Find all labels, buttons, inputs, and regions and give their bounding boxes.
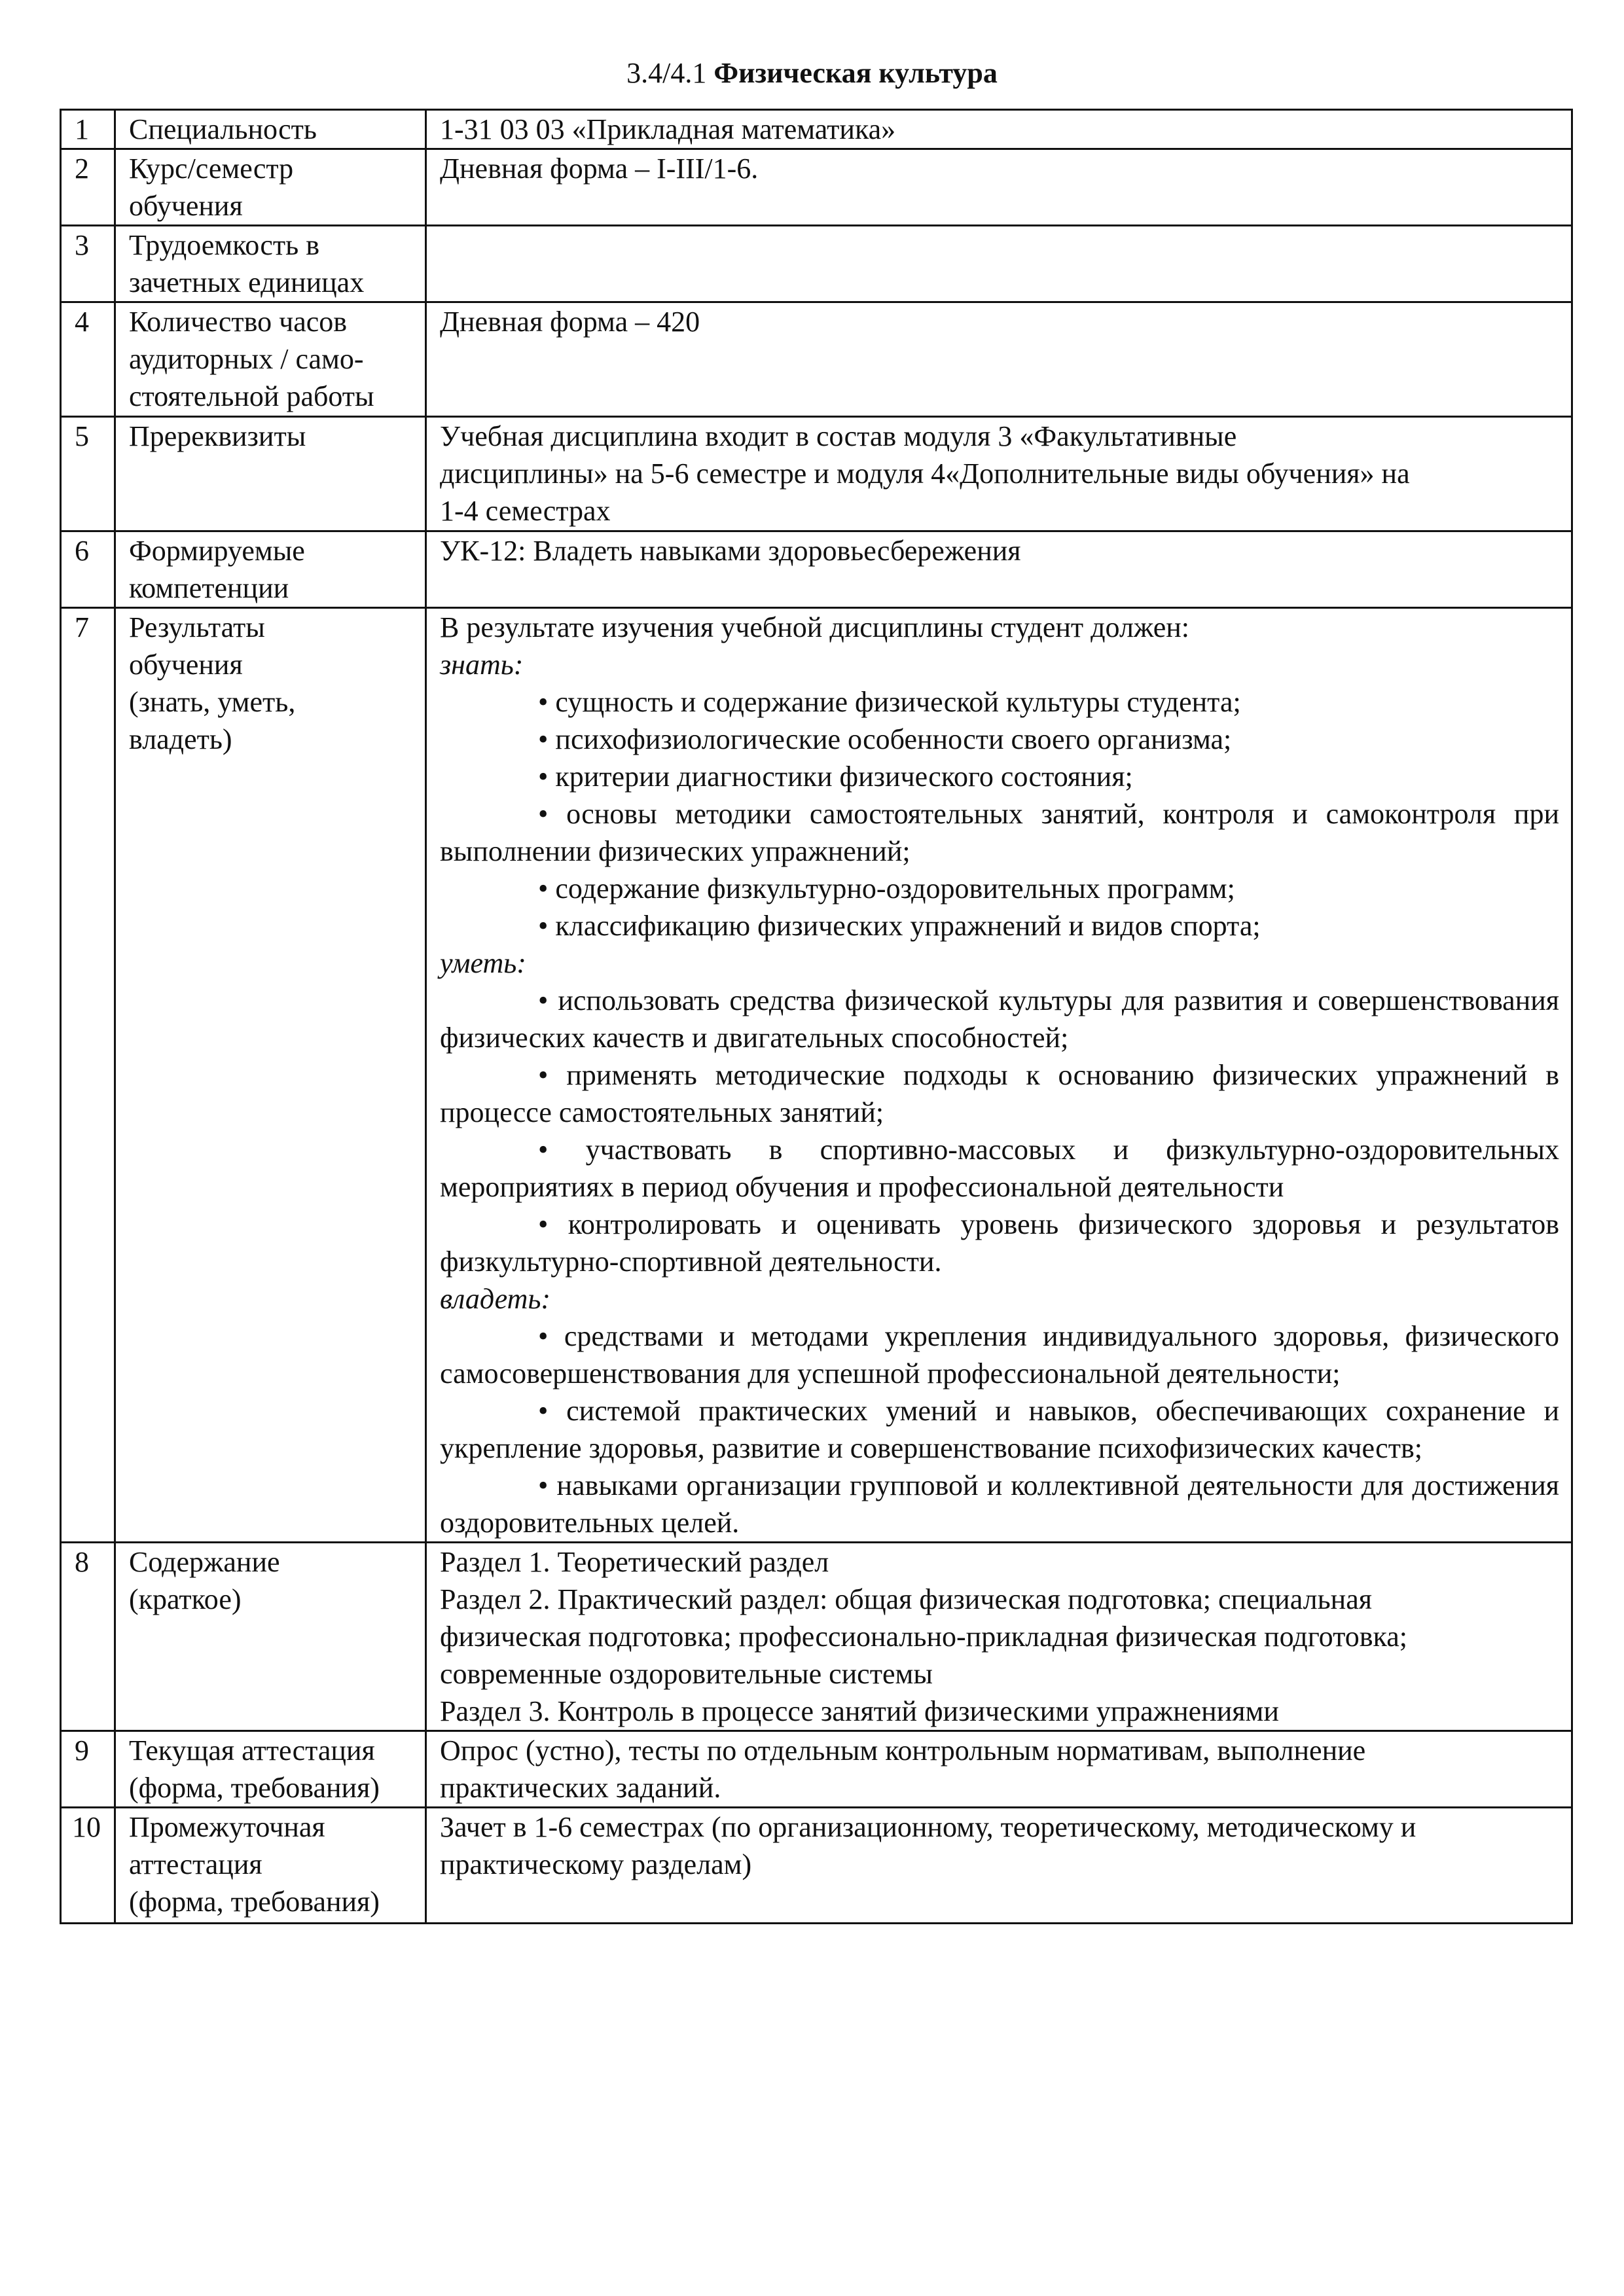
label-line: Результаты xyxy=(129,611,265,643)
row-label xyxy=(115,1543,426,1731)
know-item: • классификацию физических упражнений и видов спорта; xyxy=(538,910,1261,942)
label-line: Формируемые xyxy=(129,535,305,567)
value-line: УК-12: Владеть навыками здоровьесбережения xyxy=(440,535,1021,567)
own-item: • средствами и методами укрепления индивидуального здоровья, физического самосовершенствования для успешной профессиональной деятельности; xyxy=(440,1320,1559,1390)
label-line: стоятельной работы xyxy=(129,380,374,412)
table-row xyxy=(61,531,1572,608)
table-row xyxy=(61,226,1572,302)
label-line: зачетных единицах xyxy=(129,266,365,298)
value-line: 1-4 семестрах xyxy=(440,495,611,527)
table-row xyxy=(61,417,1572,531)
label-line: Курс/семестр xyxy=(129,152,294,185)
row-value xyxy=(426,1731,1572,1808)
can-item: • участвовать в спортивно-массовых и физкультурно-оздоровительных мероприятиях в период обучения и профессиональной деятельности xyxy=(440,1134,1559,1203)
know-heading: знать: xyxy=(440,649,524,681)
label-line: компетенции xyxy=(129,572,289,604)
value-line: Зачет в 1-6 семестрах (по организационному, теоретическому, методическому и xyxy=(440,1811,1416,1843)
row-label xyxy=(115,1808,426,1924)
row-number: 5 xyxy=(61,417,115,531)
row-value xyxy=(426,302,1572,417)
row-label xyxy=(115,531,426,608)
title-main: Физическая культура xyxy=(713,57,998,89)
label-line: обучения xyxy=(129,190,243,222)
row-value xyxy=(426,110,1572,149)
value-line: Учебная дисциплина входит в состав модуля 3 «Факультативные xyxy=(440,420,1237,452)
row-label xyxy=(115,110,426,149)
row-value xyxy=(426,417,1572,531)
learning-outcomes xyxy=(426,608,1572,1543)
value-line: Дневная форма – 420 xyxy=(440,306,700,338)
label-line: аттестация xyxy=(129,1848,262,1880)
row-label xyxy=(115,1731,426,1808)
row-value xyxy=(426,226,1572,302)
row-label xyxy=(115,608,426,1543)
know-item: • психофизиологические особенности своего организма; xyxy=(538,723,1232,755)
own-item: • системой практических умений и навыков, обеспечивающих сохранение и укрепление здоровья, развитие и совершенствование психофизических качеств; xyxy=(440,1395,1559,1464)
row-label xyxy=(115,417,426,531)
row-value xyxy=(426,1808,1572,1924)
can-item: • контролировать и оценивать уровень физического здоровья и результатов физкультурно-спортивной деятельности. xyxy=(440,1208,1559,1278)
outcomes-intro: В результате изучения учебной дисциплины студент должен: xyxy=(440,611,1190,643)
row-value xyxy=(426,531,1572,608)
label-line: (краткое) xyxy=(129,1583,242,1615)
label-line: Специальность xyxy=(129,113,317,145)
row-number: 4 xyxy=(61,302,115,417)
value-line: Раздел 1. Теоретический раздел xyxy=(440,1546,829,1578)
value-line: Раздел 3. Контроль в процессе занятий физическими упражнениями xyxy=(440,1695,1279,1727)
label-line: Пререквизиты xyxy=(129,420,306,452)
label-line: Трудоемкость в xyxy=(129,229,319,261)
label-line: обучения xyxy=(129,649,243,681)
row-value xyxy=(426,149,1572,226)
label-line: Содержание xyxy=(129,1546,280,1578)
label-line: Промежуточная xyxy=(129,1811,325,1843)
know-item: • критерии диагностики физического состояния; xyxy=(538,761,1133,793)
table-row xyxy=(61,1808,1572,1924)
row-number: 2 xyxy=(61,149,115,226)
value-line: 1-31 03 03 «Прикладная математика» xyxy=(440,113,896,145)
can-heading: уметь: xyxy=(440,947,526,979)
can-item: • использовать средства физической культуры для развития и совершенствования физических качеств и двигательных способностей; xyxy=(440,984,1559,1054)
value-line: Опрос (устно), тесты по отдельным контрольным нормативам, выполнение xyxy=(440,1734,1366,1767)
row-number: 9 xyxy=(61,1731,115,1808)
row-number: 8 xyxy=(61,1543,115,1731)
label-line: (форма, требования) xyxy=(129,1886,380,1918)
value-line: Дневная форма – I-III/1-6. xyxy=(440,152,759,185)
row-value xyxy=(426,1543,1572,1731)
know-item: • основы методики самостоятельных занятий, контроля и самоконтроля при выполнении физических упражнений; xyxy=(440,798,1559,867)
label-line: Текущая аттестация xyxy=(129,1734,375,1767)
table-row xyxy=(61,149,1572,226)
title-prefix: 3.4/4.1 xyxy=(626,57,707,89)
know-item: • сущность и содержание физической культуры студента; xyxy=(538,686,1241,718)
label-line: (знать, уметь, xyxy=(129,686,296,718)
value-line: практических заданий. xyxy=(440,1772,721,1804)
value-line: Раздел 2. Практический раздел: общая физическая подготовка; специальная xyxy=(440,1583,1372,1615)
row-number: 3 xyxy=(61,226,115,302)
row-label xyxy=(115,149,426,226)
row-number: 7 xyxy=(61,608,115,1543)
own-heading: владеть: xyxy=(440,1283,551,1315)
know-item: • содержание физкультурно-оздоровительных программ; xyxy=(538,872,1235,905)
row-number: 6 xyxy=(61,531,115,608)
label-line: аудиторных / само- xyxy=(129,343,364,375)
table-row xyxy=(61,1731,1572,1808)
label-line: Количество часов xyxy=(129,306,348,338)
table-row xyxy=(61,1543,1572,1731)
table-row xyxy=(61,110,1572,149)
value-line: физическая подготовка; профессионально-прикладная физическая подготовка; xyxy=(440,1621,1407,1653)
discipline-table xyxy=(60,109,1573,1924)
value-line: дисциплины» на 5-6 семестре и модуля 4«Дополнительные виды обучения» на xyxy=(440,457,1410,490)
table-row xyxy=(61,302,1572,417)
value-line: практическому разделам) xyxy=(440,1848,752,1880)
label-line: владеть) xyxy=(129,723,232,755)
row-label xyxy=(115,226,426,302)
row-number: 10 xyxy=(61,1808,115,1924)
page-title xyxy=(0,55,1624,92)
row-label xyxy=(115,302,426,417)
can-item: • применять методические подходы к основанию физических упражнений в процессе самостоятельных занятий; xyxy=(440,1059,1559,1128)
row-number: 1 xyxy=(61,110,115,149)
own-item: • навыками организации групповой и коллективной деятельности для достижения оздоровительных целей. xyxy=(440,1469,1559,1539)
table-row xyxy=(61,608,1572,1543)
value-line: современные оздоровительные системы xyxy=(440,1658,933,1690)
label-line: (форма, требования) xyxy=(129,1772,380,1804)
